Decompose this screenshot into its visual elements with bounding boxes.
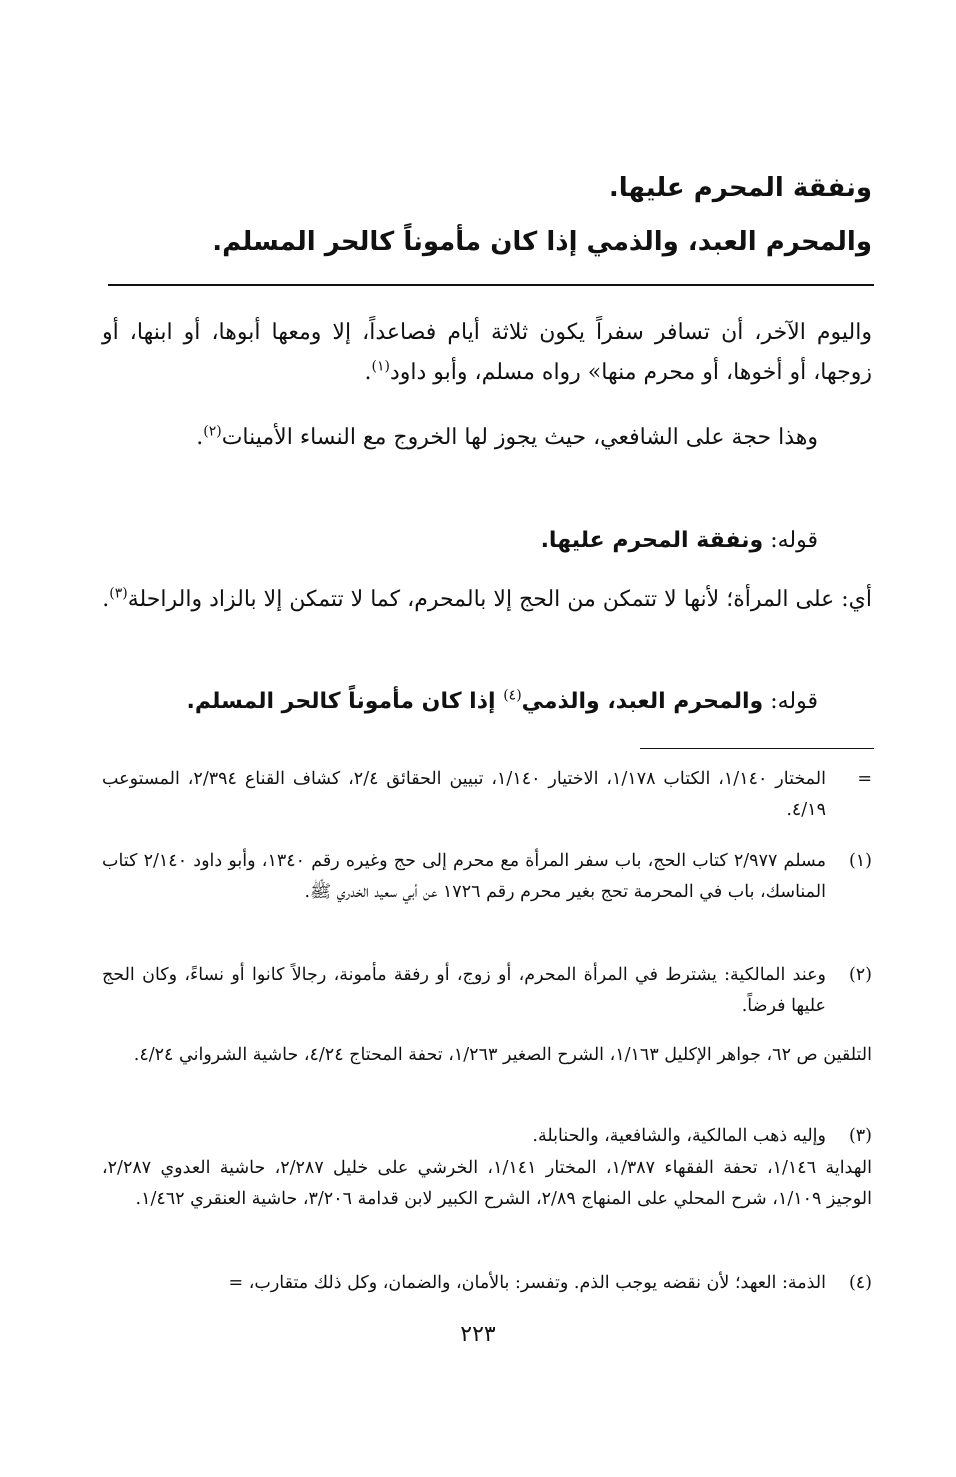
paragraph-end: . <box>102 587 110 612</box>
matn-separator-rule <box>108 284 874 286</box>
footnote-2-references: التلقين ص ٦٢، جواهر الإكليل ١/١٦٣، الشرح الصغير ١/٢٦٣، تحفة المحتاج ٤/٢٤، حاشية الشرواني ٤/٢٤. <box>133 1045 872 1065</box>
footnote-ref-3: (٣) <box>109 585 128 602</box>
footnote-text: مسلم ٢/٩٧٧ كتاب الحج، باب سفر المرأة مع محرم إلى حج وغيره رقم ١٣٤٠، وأبو داود ٢/١٤٠ كتاب المناسك، باب في المحرمة تحج بغير محرم رقم ١٧٢٦ عن أبي سعيد الخدري ﷺ. <box>102 851 826 902</box>
page-number: ٢٢٣ <box>460 1322 496 1347</box>
footnote-4 <box>102 1268 872 1299</box>
quoted-matn-b: إذا كان مأموناً كالحر المسلم. <box>186 689 504 714</box>
paragraph-end: . <box>364 360 372 385</box>
commentary-paragraph-2 <box>102 418 872 458</box>
footnote-ref-1: (١) <box>371 358 390 375</box>
footnote-number: (٤) <box>848 1273 872 1293</box>
footnote-1 <box>102 846 872 908</box>
footnote-text: المختار ١/١٤٠، الكتاب ١/١٧٨، الاختيار ١/١٤٠، تبيين الحقائق ٢/٤، كشاف القناع ٢/٣٩٤، المستوعب ٤/١٩. <box>102 769 826 820</box>
quote-prefix: قوله: <box>763 689 818 714</box>
footnote-separator-rule <box>640 748 874 749</box>
footnote-number: (٣) <box>848 1126 872 1146</box>
continuation-marker: = <box>857 769 872 789</box>
footnote-continuation <box>102 764 872 826</box>
commentary-quote-heading-2 <box>102 682 872 722</box>
matn-line-1: ونفقة المحرم عليها. <box>608 173 872 203</box>
commentary-quote-heading-1 <box>102 521 872 561</box>
quoted-matn: ونفقة المحرم عليها. <box>540 528 764 553</box>
footnote-ref-2: (٢) <box>203 423 222 440</box>
paragraph-end: . <box>196 425 204 450</box>
footnote-2 <box>102 960 872 1022</box>
footnote-text: الذمة: العهد؛ لأن نقضه يوجب الذم. وتفسر: بالأمان، والضمان، وكل ذلك متقارب، = <box>228 1273 826 1293</box>
commentary-paragraph-1 <box>102 313 872 393</box>
footnote-text: وعند المالكية: يشترط في المرأة المحرم، أو زوج، أو رفقة مأمونة، رجالاً كانوا أو نساءً، وكان الحج عليها فرضاً. <box>102 965 826 1016</box>
footnote-text: وإليه ذهب المالكية، والشافعية، والحنابلة. <box>532 1126 826 1146</box>
paragraph-text: وهذا حجة على الشافعي، حيث يجوز لها الخروج مع النساء الأمينات <box>221 425 818 450</box>
matn-line-2: والمحرم العبد، والذمي إذا كان مأموناً كالحر المسلم. <box>212 227 872 257</box>
commentary-paragraph-3 <box>102 580 872 620</box>
quote-prefix: قوله: <box>763 528 818 553</box>
footnote-3 <box>102 1121 872 1152</box>
footnote-ref-4: (٤) <box>503 687 522 704</box>
footnote-3-references: الهداية ١/١٤٦، تحفة الفقهاء ١/٣٨٧، المختار ١/١٤١، الخرشي على خليل ٢/٢٨٧، حاشية العدوي ٢/٢٨٧، الوجيز ١/١٠٩، شرح المحلي على المنهاج ٢/٨٩، الشرح الكبير لابن قدامة ٣/٢٠٦، حاشية العنقري ١/٤٦٢. <box>102 1158 872 1209</box>
footnote-number: (١) <box>848 851 872 871</box>
paragraph-text: أي: على المرأة؛ لأنها لا تتمكن من الحج إلا بالمحرم، كما لا تتمكن إلا بالزاد والراحلة <box>127 587 872 612</box>
footnote-number: (٢) <box>848 965 872 985</box>
quoted-matn-a: والمحرم العبد، والذمي <box>521 689 764 714</box>
paragraph-text: واليوم الآخر، أن تسافر سفراً يكون ثلاثة أيام فصاعداً، إلا ومعها أبوها، أو ابنها، أو زوجها، أو أخوها، أو محرم منها» رواه مسلم، وأبو داود <box>102 320 872 385</box>
